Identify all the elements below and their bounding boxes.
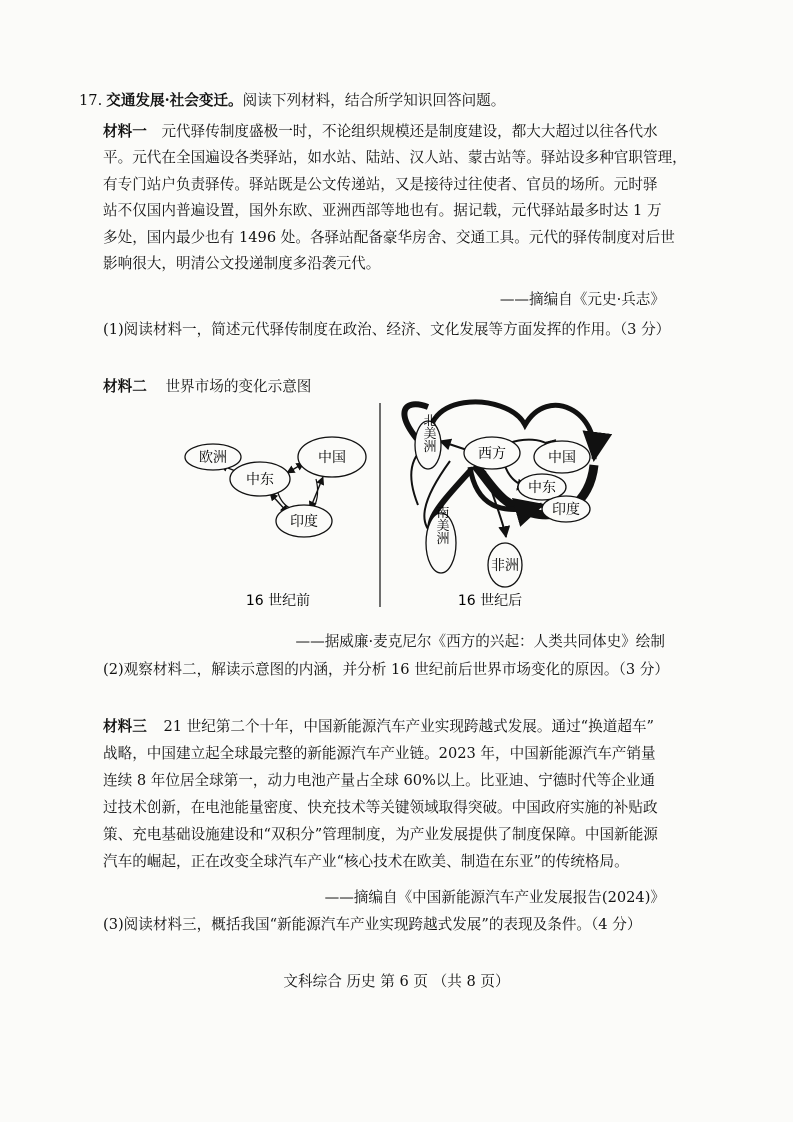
node-china-label: 中国: [318, 450, 346, 466]
material-3-line: 汽车的崛起，正在改变全球汽车产业“核心技术在欧美、制造在东亚”的传统格局。: [103, 853, 629, 870]
material-1-label: 材料一: [103, 123, 147, 140]
material-1-line: 影响很大，明清公文投递制度多沿袭元代。: [103, 255, 381, 272]
caption-before: 16 世纪前: [245, 593, 311, 609]
node-africa-label: 非洲: [491, 558, 519, 574]
sub-question-1: (1)阅读材料一，简述元代驿传制度在政治、经济、文化发展等方面发挥的作用。（3 分）: [103, 321, 671, 338]
node-west-label: 西方: [478, 446, 506, 462]
material-1-line: 有专门站户负责驿传。驿站既是公文传递站，又是接待过往使者、官员的场所。元时驿: [103, 176, 658, 193]
question-heading: [79, 91, 505, 111]
node-india-label: 印度: [290, 514, 318, 530]
page-footer: 文科综合 历史 第 6 页 （共 8 页）: [283, 973, 510, 990]
material-3-label: 材料三: [103, 718, 147, 735]
material-1-line: 元代驿传制度盛极一时，不论组织规模还是制度建设，都大大超过以往各代水: [161, 123, 658, 140]
material-3-line: 过技术创新，在电池能量密度、快充技术等关键领域取得突破。中国政府实施的补贴政: [103, 799, 658, 816]
material-1-line: 站不仅国内普遍设置，国外东欧、亚洲西部等地也有。据记载，元代驿站最多时达 1 万: [103, 202, 662, 219]
world-market-diagram: [170, 395, 620, 615]
caption-after: 16 世纪后: [457, 593, 523, 609]
question-instruction: 阅读下列材料，结合所学知识回答问题。: [242, 92, 506, 109]
material-3-line: 连续 8 年位居全球第一，动力电池产量占全球 60%以上。比亚迪、宁德时代等企业通: [103, 772, 655, 789]
material-1-line: 平。元代在全国遍设各类驿站，如水站、陆站、汉人站、蒙古站等。驿站设多种官职管理，: [103, 149, 687, 166]
question-number: 17.: [79, 92, 103, 109]
node-south-america-label: 南美洲: [433, 505, 449, 545]
node-china-after-label: 中国: [548, 450, 576, 466]
material-3-line: 战略，中国建立起全球最完整的新能源汽车产业链。2023 年，中国新能源汽车产销量: [103, 745, 656, 762]
node-india-after-label: 印度: [552, 502, 580, 518]
sub-question-3: (3)阅读材料三，概括我国“新能源汽车产业实现跨越式发展”的表现及条件。（4 分）: [103, 916, 642, 933]
material-3-source: ——摘编自《中国新能源汽车产业发展报告(2024)》: [324, 889, 665, 906]
node-europe-label: 欧洲: [199, 450, 227, 466]
material-2-label: 材料二: [103, 378, 147, 395]
node-north-america-label: 北美洲: [420, 413, 436, 453]
question-topic: 交通发展·社会变迁。: [106, 92, 243, 109]
diagram-after: [404, 402, 594, 609]
node-middle-east-label: 中东: [246, 472, 274, 488]
material-2-source: ——据威廉·麦克尼尔《西方的兴起：人类共同体史》绘制: [295, 633, 665, 650]
material-1-line: 多处，国内最少也有 1496 处。各驿站配备豪华房舍、交通工具。元代的驿传制度对后世: [103, 229, 675, 246]
material-3-line: 21 世纪第二个十年，中国新能源汽车产业实现跨越式发展。通过“换道超车”: [163, 718, 654, 735]
material-2-title: 世界市场的变化示意图: [165, 378, 312, 395]
diagram-before: [185, 437, 366, 609]
sub-question-2: (2)观察材料二，解读示意图的内涵，并分析 16 世纪前后世界市场变化的原因。（3 分）: [103, 661, 669, 678]
material-1-source: ——摘编自《元史·兵志》: [499, 291, 665, 308]
material-3-line: 策、充电基础设施建设和“双积分”管理制度，为产业发展提供了制度保障。中国新能源: [103, 826, 658, 843]
node-middle-east-after-label: 中东: [528, 480, 556, 496]
